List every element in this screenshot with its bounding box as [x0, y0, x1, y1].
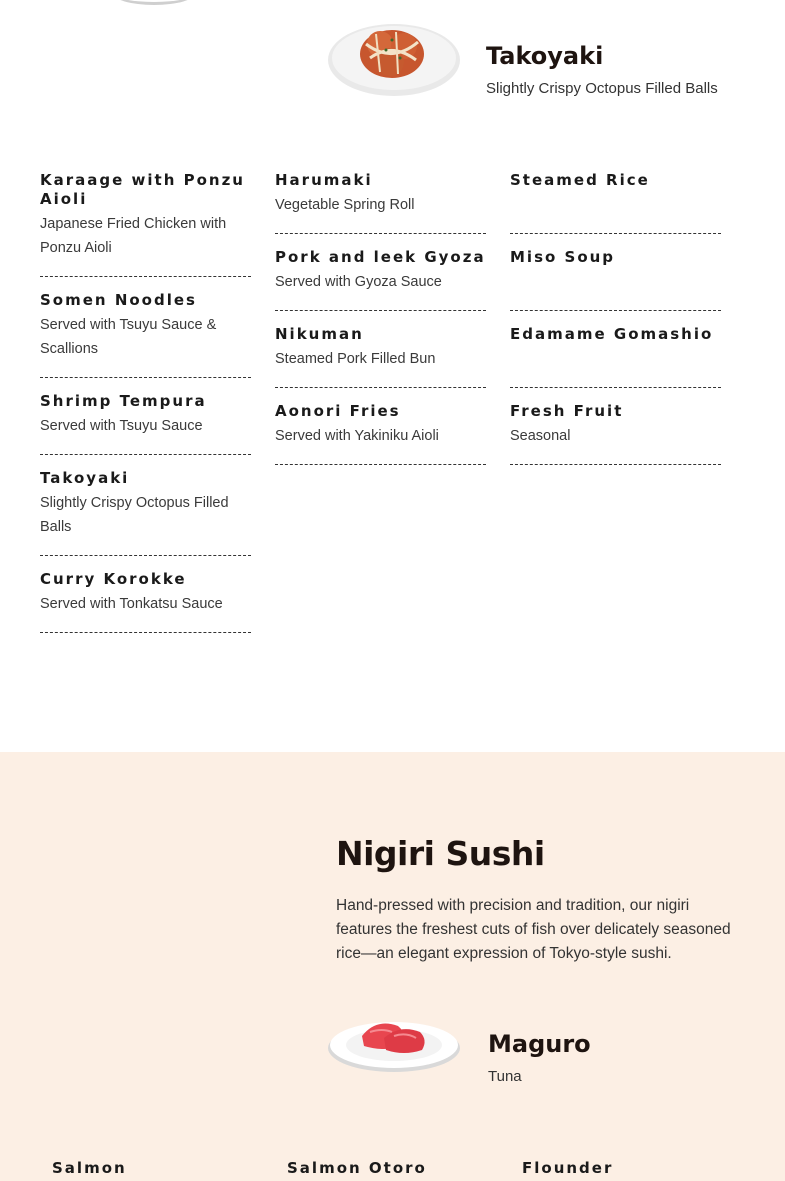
menu-item-description: Japanese Fried Chicken with Ponzu Aioli [40, 216, 227, 256]
section-intro: Hand-pressed with precision and tradition, our nigiri features the freshest cuts of fish over delicately seasoned rice—an elegant expression of Tokyo-style sushi. [336, 897, 731, 962]
menu-item-description: Served with Tonkatsu Sauce [40, 596, 223, 612]
featured-dish-maguro [0, 1002, 785, 1092]
menu-item-name: Karaage with Ponzu Aioli [40, 171, 245, 208]
menu-column-2 [275, 171, 486, 479]
menu-item-name: Pork and leek Gyoza [275, 248, 486, 266]
menu-column-3 [510, 171, 721, 479]
featured-dish-description: Tuna [488, 1068, 522, 1085]
menu-item [510, 325, 721, 388]
menu-item [275, 248, 486, 311]
menu-item-name: Harumaki [275, 171, 373, 189]
menu-item-name: Takoyaki [40, 469, 130, 487]
nigiri-item-name: Salmon [52, 1159, 127, 1177]
featured-dish-description: Slightly Crispy Octopus Filled Balls [486, 80, 718, 97]
menu-item [40, 171, 251, 277]
featured-dish-name: Maguro [488, 1030, 591, 1058]
menu-item [510, 402, 721, 465]
menu-item [275, 171, 486, 234]
maguro-plate-icon [326, 1012, 462, 1076]
menu-item-name: Miso Soup [510, 248, 616, 266]
featured-dish-takoyaki [0, 0, 785, 140]
menu-item-name: Edamame Gomashio [510, 325, 714, 343]
menu-item [510, 171, 721, 234]
menu-item-description: Seasonal [510, 428, 571, 444]
menu-item-description: Served with Tsuyu Sauce & Scallions [40, 317, 217, 357]
nigiri-section [0, 752, 785, 1181]
menu-item [40, 291, 251, 378]
menu-item-name: Somen Noodles [40, 291, 197, 309]
menu-item [510, 248, 721, 311]
menu-item-description: Steamed Pork Filled Bun [275, 351, 436, 367]
menu-item-name: Fresh Fruit [510, 402, 624, 420]
section-title: Nigiri Sushi [336, 834, 545, 873]
featured-dish-name: Takoyaki [486, 42, 604, 70]
menu-item-description: Slightly Crispy Octopus Filled Balls [40, 495, 229, 535]
menu-item [40, 392, 251, 455]
nigiri-item-name: Flounder [522, 1159, 614, 1177]
menu-item-description: Vegetable Spring Roll [275, 197, 415, 213]
menu-item-description [510, 270, 721, 294]
menu-item [40, 469, 251, 556]
menu-item [40, 570, 251, 633]
menu-item-name: Aonori Fries [275, 402, 401, 420]
menu-item-description [510, 347, 721, 371]
menu-item [275, 325, 486, 388]
menu-item-name: Steamed Rice [510, 171, 650, 189]
menu-item-name: Nikuman [275, 325, 364, 343]
menu-item [275, 402, 486, 465]
takoyaki-plate-icon [326, 14, 462, 100]
menu-item-description: Served with Tsuyu Sauce [40, 418, 203, 434]
menu-item-description: Served with Gyoza Sauce [275, 274, 442, 290]
menu-item-description [510, 193, 721, 217]
menu-item-name: Curry Korokke [40, 570, 187, 588]
menu-item-name: Shrimp Tempura [40, 392, 207, 410]
menu-column-1 [40, 171, 251, 647]
nigiri-item-name: Salmon Otoro [287, 1159, 427, 1177]
menu-item-description: Served with Yakiniku Aioli [275, 428, 439, 444]
